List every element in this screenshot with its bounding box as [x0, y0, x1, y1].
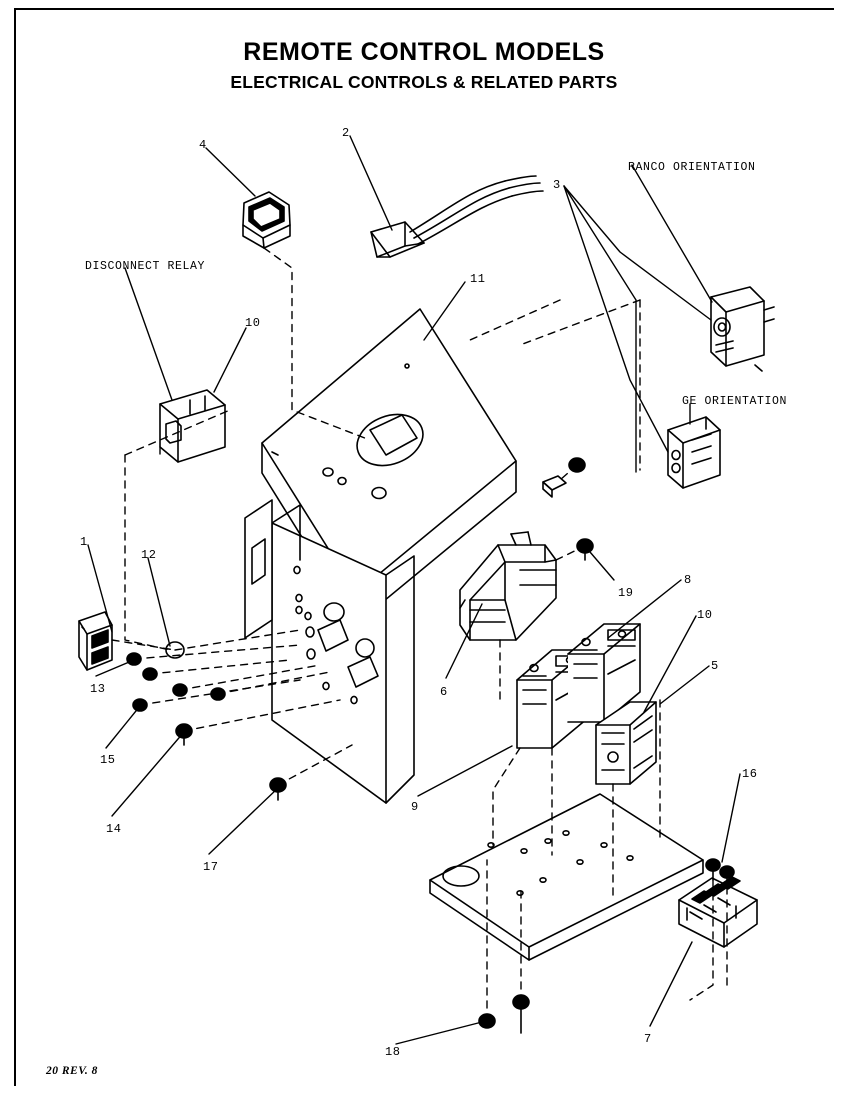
callout-5: 5	[711, 659, 719, 673]
part-ge-thermostat	[668, 417, 720, 488]
callout-17: 17	[203, 860, 219, 874]
callout-12: 12	[141, 548, 157, 562]
page-title: REMOTE CONTROL MODELS	[243, 38, 605, 66]
label-ranco-orientation: RANCO ORIENTATION	[628, 161, 756, 174]
callout-10-relay: 10	[245, 316, 261, 330]
part-ranco-thermostat	[711, 287, 774, 371]
part-base-plate	[430, 794, 703, 960]
callout-7: 7	[644, 1032, 652, 1046]
callout-18: 18	[385, 1045, 401, 1059]
callout-16: 16	[742, 767, 758, 781]
callout-9: 9	[411, 800, 419, 814]
part-rocker-switch-top	[243, 192, 290, 248]
callout-15: 15	[100, 753, 116, 767]
callout-3: 3	[553, 178, 561, 192]
callout-2: 2	[342, 126, 350, 140]
callout-6: 6	[440, 685, 448, 699]
callout-11: 11	[470, 272, 486, 286]
part-transformer	[460, 532, 556, 640]
callout-14: 14	[106, 822, 122, 836]
label-ge-orientation: GE ORIENTATION	[682, 395, 788, 408]
part-wire-harness	[371, 176, 543, 257]
part-terminal-block	[679, 877, 757, 947]
part-screw-19	[577, 539, 593, 560]
label-disconnect-relay: DISCONNECT RELAY	[85, 260, 206, 273]
page-subtitle: ELECTRICAL CONTROLS & RELATED PARTS	[230, 72, 618, 92]
callout-1: 1	[80, 535, 88, 549]
callout-19: 19	[618, 586, 634, 600]
callout-4: 4	[199, 138, 207, 152]
page-footer: 20 REV. 8	[46, 1065, 98, 1077]
part-disconnect-relay	[160, 390, 225, 462]
callout-13: 13	[90, 682, 106, 696]
callout-10-contactor: 10	[697, 608, 713, 622]
part-rocker-switch-left	[79, 612, 112, 670]
callout-8: 8	[684, 573, 692, 587]
